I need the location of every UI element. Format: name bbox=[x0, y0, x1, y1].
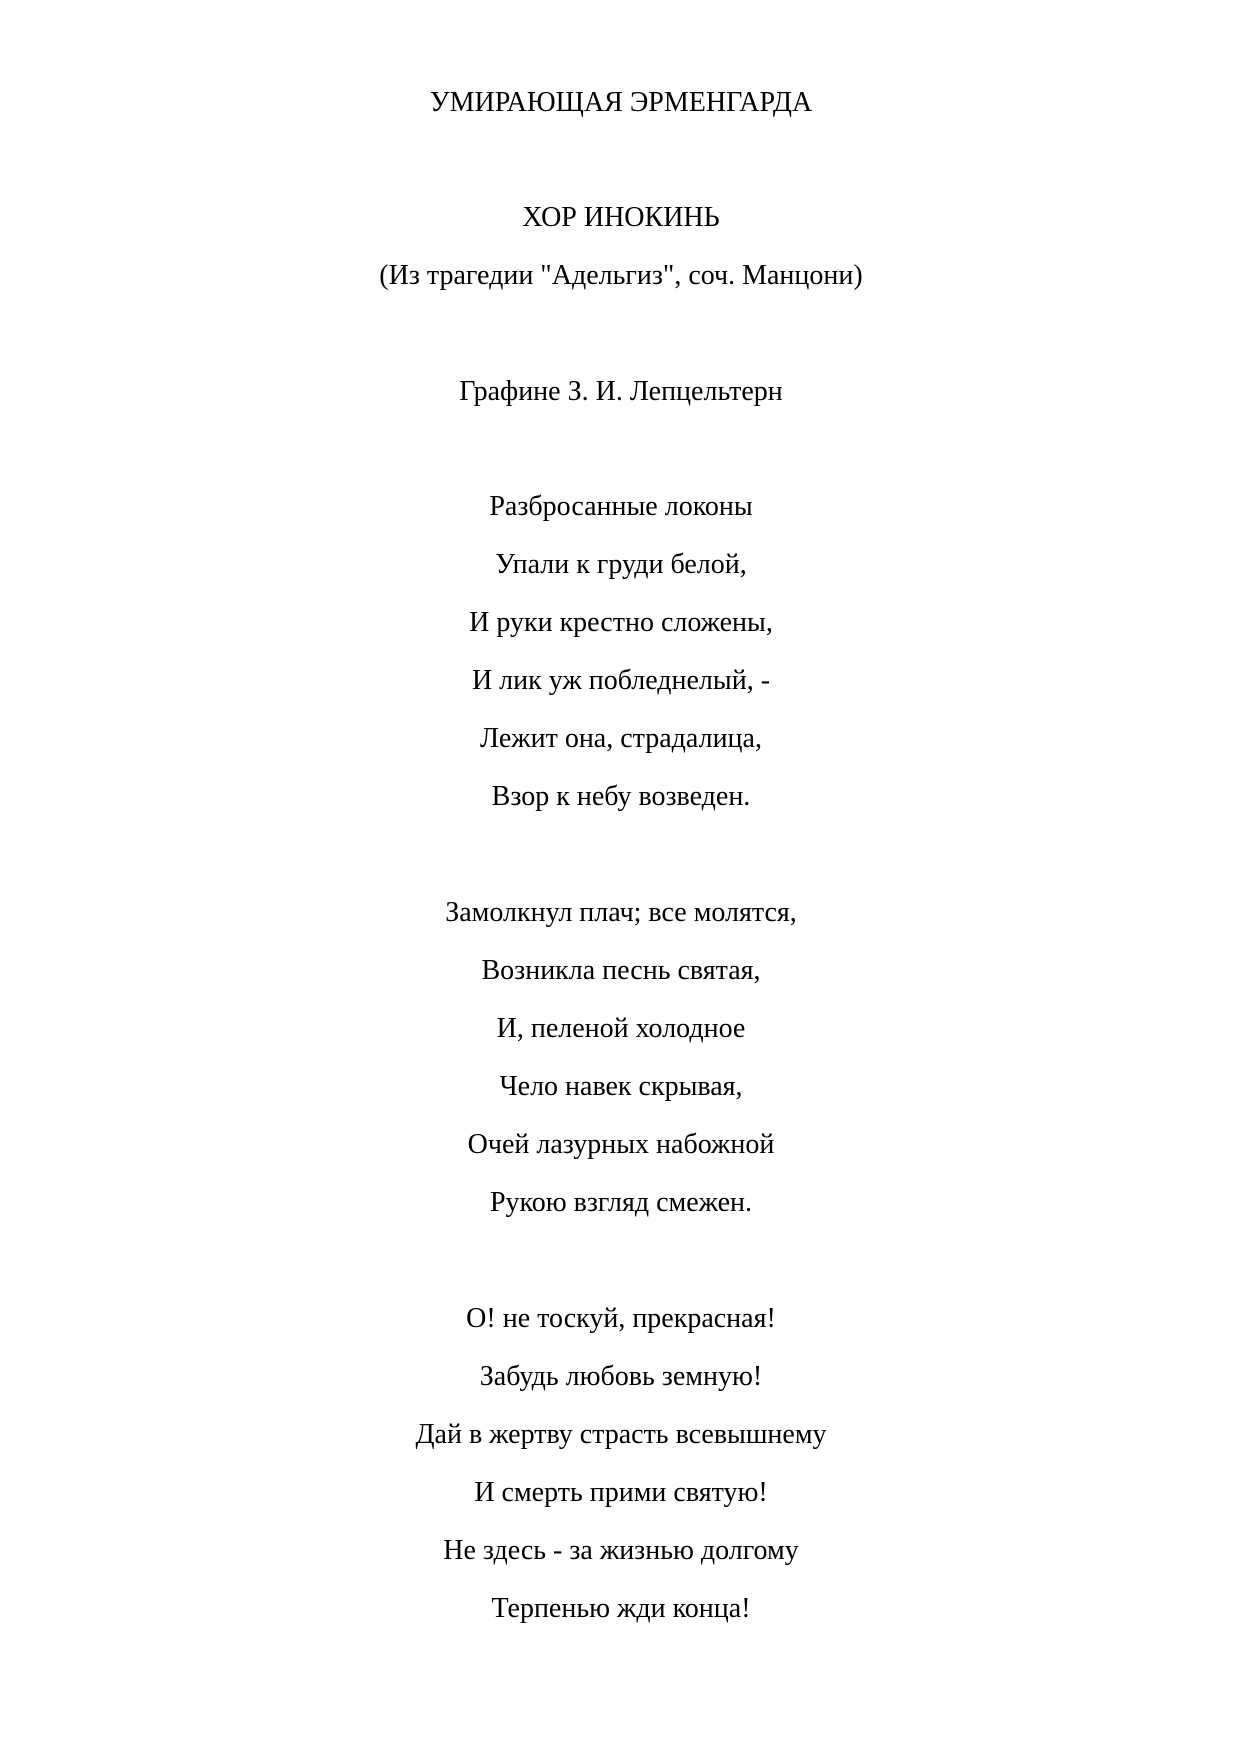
verse-line: Чело навек скрывая, bbox=[499, 1071, 743, 1102]
chorus-heading: ХОР ИНОКИНЬ bbox=[522, 202, 720, 233]
verse-line: Дай в жертву страсть всевышнему bbox=[415, 1419, 827, 1450]
verse-line: Разбросанные локоны bbox=[489, 491, 753, 522]
poem-title: УМИРАЮЩАЯ ЭРМЕНГАРДА bbox=[429, 87, 813, 118]
verse-line: Рукою взгляд смежен. bbox=[489, 1187, 753, 1218]
source-note: (Из трагедии "Адельгиз", соч. Манцони) bbox=[379, 260, 863, 291]
verse-line: И смерть прими святую! bbox=[474, 1477, 768, 1508]
verse-line: Терпенью жди конца! bbox=[491, 1593, 751, 1624]
verse-line: О! не тоскуй, прекрасная! bbox=[466, 1303, 776, 1334]
verse-line: Упали к груди белой, bbox=[495, 549, 747, 580]
verse-line: Не здесь - за жизнью долгому bbox=[443, 1535, 799, 1566]
verse-line: Возникла песнь святая, bbox=[481, 955, 761, 986]
verse-line: Взор к небу возведен. bbox=[491, 781, 751, 812]
dedication: Графине З. И. Лепцельтерн bbox=[459, 376, 783, 407]
verse-line: Забудь любовь земную! bbox=[479, 1361, 763, 1392]
verse-line: И руки крестно сложены, bbox=[469, 607, 773, 638]
verse-line: Лежит она, страдалица, bbox=[480, 723, 762, 754]
verse-line: И лик уж побледнелый, - bbox=[471, 665, 771, 696]
verse-line: И, пеленой холодное bbox=[496, 1013, 746, 1044]
verse-line: Замолкнул плач; все молятся, bbox=[445, 897, 797, 928]
verse-line: Очей лазурных набожной bbox=[467, 1129, 775, 1160]
